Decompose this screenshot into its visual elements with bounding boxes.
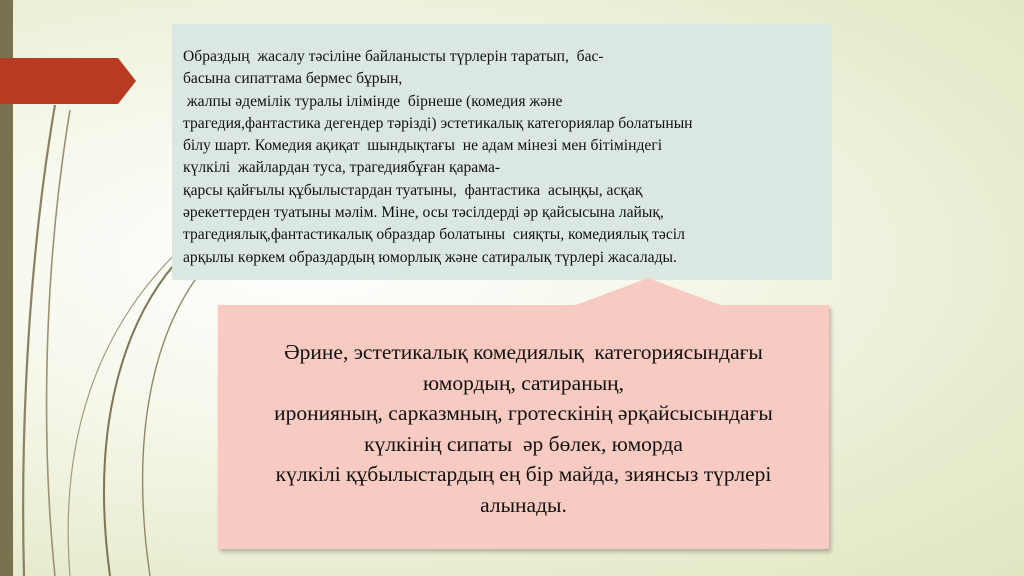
top-text-line: трагедиялық,фантастикалық образдар болатыны сияқты, комедиялық тәсіл bbox=[183, 226, 685, 244]
callout-text-box bbox=[218, 305, 829, 549]
callout-text-line: күлкілі құбылыстардың ең бір майда, зиянсыз түрлері bbox=[275, 462, 772, 486]
top-text-line: басына сипаттама бермес бұрын, bbox=[183, 70, 403, 88]
red-arrow-tab bbox=[0, 58, 140, 104]
callout-text-line: алынады. bbox=[480, 492, 567, 517]
top-text-line: трагедия,фантастика дегендер тәрізді) эстетикалық категориялар болатынын bbox=[183, 114, 693, 132]
top-text-line: жалпы әдемілік туралы ілімінде бірнеше (комедия және bbox=[183, 92, 563, 110]
top-text-box bbox=[172, 24, 832, 280]
top-text-line: білу шарт. Комедия ақиқат шындықтағы не адам мінезі мен бітіміндегі bbox=[183, 137, 663, 155]
callout-text-line: иронияның, сарказмның, гротескінің әрқайсысындағы bbox=[274, 401, 773, 425]
callout-text-line: юмордың, сатираның, bbox=[422, 370, 625, 395]
top-text-line: қарсы қайғылы құбылыстардан туатыны, фантастика асыңқы, асқақ bbox=[183, 181, 643, 199]
callout-text-line: күлкінің сипаты әр бөлек, юморда bbox=[364, 431, 683, 456]
callout-text-line: Әрине, эстетикалық комедиялық категориясындағы bbox=[284, 340, 763, 364]
top-text-line: күлкілі жайлардан туса, трагедиябұған қарама- bbox=[183, 159, 501, 177]
top-text-line: әрекеттерден туатыны мәлім. Міне, осы тәсілдерді әр қайсысына лайық, bbox=[183, 204, 664, 222]
top-text-line: Образдың жасалу тәсіліне байланысты түрлерін таратып, бас- bbox=[183, 48, 604, 65]
top-text-line: арқылы көркем образдардың юморлық және сатиралық түрлері жасалады. bbox=[183, 248, 677, 266]
callout-pointer bbox=[218, 278, 829, 308]
